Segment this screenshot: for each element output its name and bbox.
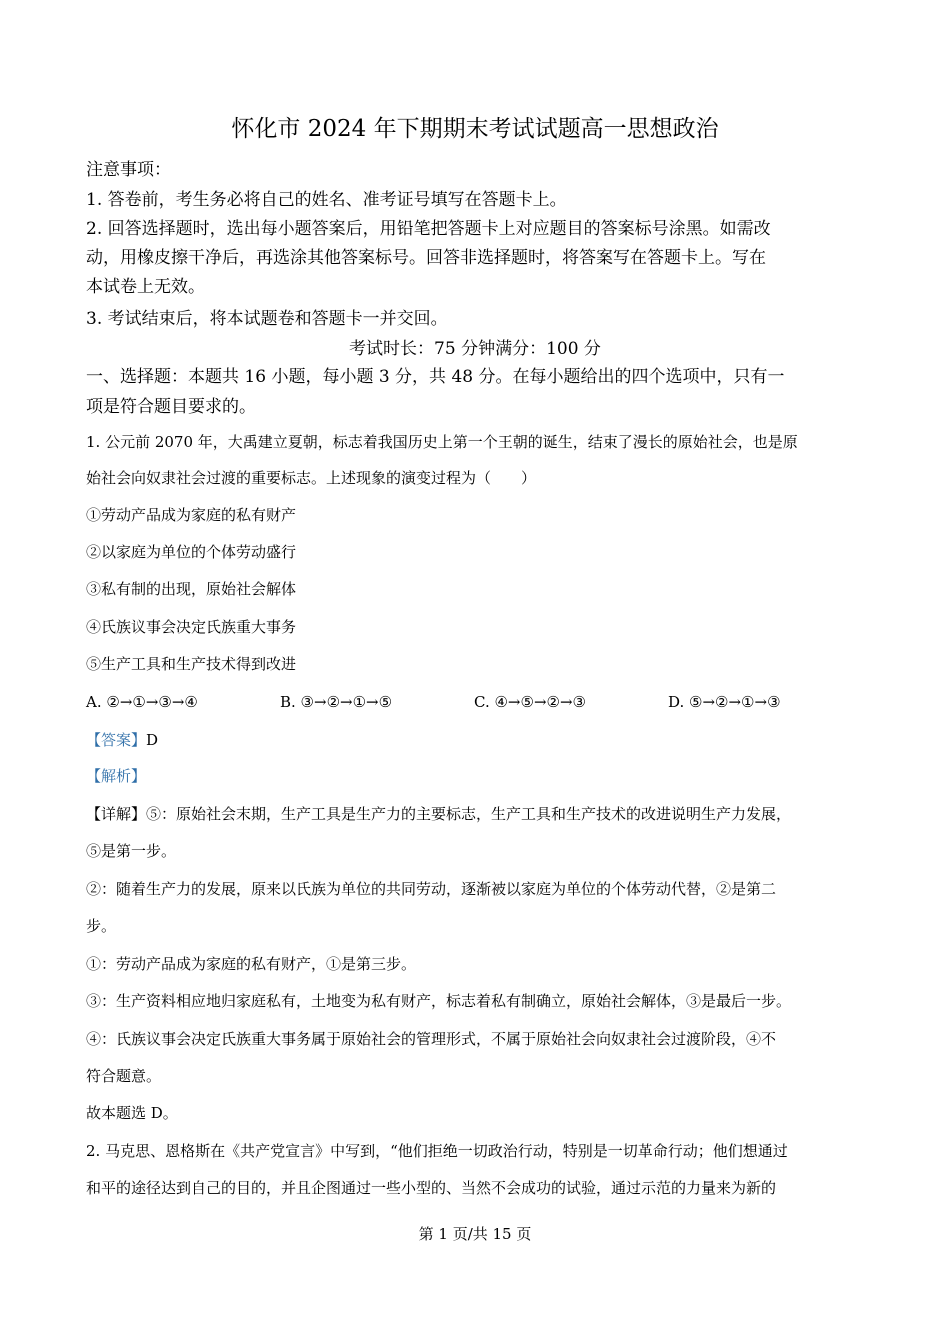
notice-item-3: 3. 考试结束后，将本试题卷和答题卡一并交回。 bbox=[86, 309, 448, 329]
question-1-item-5: ⑤生产工具和生产技术得到改进 bbox=[86, 655, 297, 673]
question-1-item-1: ①劳动产品成为家庭的私有财产 bbox=[86, 506, 297, 524]
option-d: D. ⑤→②→①→③ bbox=[668, 693, 781, 711]
notice-item-2-line-1: 2. 回答选择题时，选出每小题答案后，用铅笔把答题卡上对应题目的答案标号涂黑。如需改 bbox=[86, 219, 771, 239]
analysis-tag: 【解析】 bbox=[86, 767, 147, 785]
notice-item-2-line-2: 动，用橡皮擦干净后，再选涂其他答案标号。回答非选择题时，将答案写在答题卡上。写在 bbox=[86, 248, 766, 268]
page-footer: 第 1 页/共 15 页 bbox=[418, 1225, 532, 1243]
notice-heading: 注意事项： bbox=[86, 160, 171, 180]
answer-line bbox=[86, 722, 876, 759]
detail-line-8: 符合题意。 bbox=[86, 1067, 162, 1085]
question-1-stem-line-1: 1. 公元前 2070 年，大禹建立夏朝，标志着我国历史上第一个王朝的诞生，结束了漫长的原始社会，也是原 bbox=[86, 433, 798, 451]
option-b: B. ③→②→①→⑤ bbox=[280, 693, 393, 711]
detail-line-5: ①：劳动产品成为家庭的私有财产，①是第三步。 bbox=[86, 955, 417, 973]
question-2-stem-line-1: 2. 马克思、恩格斯在《共产党宣言》中写到，“他们拒绝一切政治行动，特别是一切革命行动；他们想通过 bbox=[86, 1142, 788, 1160]
notice-item-2-line-3: 本试卷上无效。 bbox=[86, 277, 205, 297]
notice-item-1: 1. 答卷前，考生务必将自己的姓名、准考证号填写在答题卡上。 bbox=[86, 190, 567, 210]
section-heading-line-2: 项是符合题目要求的。 bbox=[86, 397, 256, 417]
question-1-item-2: ②以家庭为单位的个体劳动盛行 bbox=[86, 543, 297, 561]
detail-line-2: ⑤是第一步。 bbox=[86, 842, 177, 860]
answer-value: D bbox=[146, 731, 159, 749]
question-2-stem-line-2: 和平的途径达到自己的目的，并且企图通过一些小型的、当然不会成功的试验，通过示范的力量来为新的 bbox=[86, 1179, 777, 1197]
detail-line-1 bbox=[86, 796, 876, 833]
detail-text-1: ⑤：原始社会末期，生产工具是生产力的主要标志，生产工具和生产技术的改进说明生产力发展， bbox=[146, 805, 792, 823]
detail-line-6: ③：生产资料相应地归家庭私有，土地变为私有财产，标志着私有制确立，原始社会解体，③是最后一步。 bbox=[86, 992, 792, 1010]
exam-info: 考试时长：75 分钟满分：100 分 bbox=[349, 339, 601, 359]
option-a: A. ②→①→③→④ bbox=[86, 693, 198, 711]
question-1-item-3: ③私有制的出现，原始社会解体 bbox=[86, 580, 297, 598]
page-title: 怀化市 2024 年下期期末考试试题高一思想政治 bbox=[231, 116, 719, 142]
option-c: C. ④→⑤→②→③ bbox=[474, 693, 586, 711]
question-1-item-4: ④氏族议事会决定氏族重大事务 bbox=[86, 618, 297, 636]
detail-tag: 【详解】 bbox=[86, 805, 147, 823]
detail-line-7: ④：氏族议事会决定氏族重大事务属于原始社会的管理形式，不属于原始社会向奴隶社会过渡阶段，④不 bbox=[86, 1030, 777, 1048]
question-1-stem-line-2: 始社会向奴隶社会过渡的重要标志。上述现象的演变过程为（ ） bbox=[86, 469, 537, 487]
detail-line-3: ②：随着生产力的发展，原来以氏族为单位的共同劳动，逐渐被以家庭为单位的个体劳动代替，②是第二 bbox=[86, 880, 777, 898]
answer-tag: 【答案】 bbox=[86, 731, 147, 749]
detail-line-4: 步。 bbox=[86, 917, 117, 935]
section-heading-line-1: 一、选择题：本题共 16 小题，每小题 3 分，共 48 分。在每小题给出的四个选项中，只有一 bbox=[86, 367, 785, 387]
conclusion: 故本题选 D。 bbox=[86, 1104, 178, 1122]
